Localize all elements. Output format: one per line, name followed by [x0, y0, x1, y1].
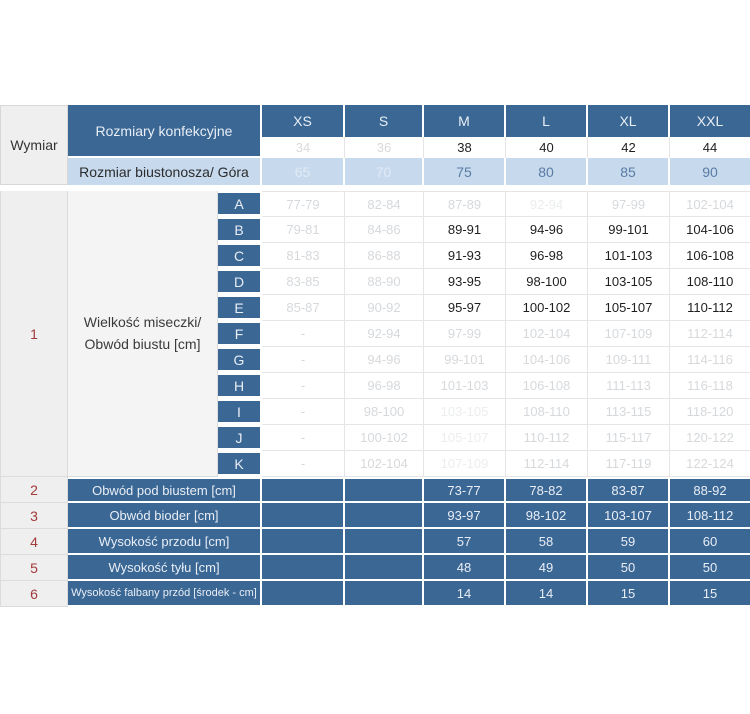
cup-value-cell: -: [262, 425, 345, 451]
cup-letter-cell: H: [218, 373, 262, 399]
cup-value-cell: 79-81: [262, 217, 345, 243]
cup-value-cell: 92-94: [345, 321, 424, 347]
measure-value-cell: [345, 503, 424, 529]
cup-value-cell: 101-103: [424, 373, 506, 399]
bra-size-cell: 85: [588, 158, 670, 185]
cup-value-cell: 96-98: [506, 243, 588, 269]
measure-value-cell: 59: [588, 529, 670, 555]
cup-value-cell: 95-97: [424, 295, 506, 321]
cup-value-cell: 113-115: [588, 399, 670, 425]
cup-value-cell: 97-99: [424, 321, 506, 347]
cup-value-cell: 110-112: [670, 295, 750, 321]
cup-value-cell: 85-87: [262, 295, 345, 321]
confection-size-cell: 42: [588, 137, 670, 158]
measure-value-cell: 98-102: [506, 503, 588, 529]
cup-value-cell: 111-113: [588, 373, 670, 399]
measure-value-cell: [262, 581, 345, 607]
measure-value-cell: 14: [424, 581, 506, 607]
cup-value-cell: 84-86: [345, 217, 424, 243]
measure-value-cell: [262, 503, 345, 529]
section-label-line1: Wielkość miseczki/: [83, 313, 202, 330]
cup-value-cell: 98-100: [506, 269, 588, 295]
measure-value-cell: 58: [506, 529, 588, 555]
bra-size-row: [0, 158, 750, 185]
measure-value-cell: 48: [424, 555, 506, 581]
cup-value-cell: 114-116: [670, 347, 750, 373]
section-label-line2: Obwód biustu [cm]: [84, 335, 201, 352]
cup-value-cell: 112-114: [506, 451, 588, 477]
cup-value-cell: 109-111: [588, 347, 670, 373]
cup-value-cell: 110-112: [506, 425, 588, 451]
cup-value-cell: 81-83: [262, 243, 345, 269]
cup-value-cell: 105-107: [424, 425, 506, 451]
measure-value-cell: [345, 555, 424, 581]
confection-size-cell: 44: [670, 137, 750, 158]
cup-value-cell: 83-85: [262, 269, 345, 295]
cup-value-cell: 92-94: [506, 191, 588, 217]
measure-value-cell: [262, 529, 345, 555]
cup-value-cell: 94-96: [345, 347, 424, 373]
measure-row: [0, 581, 750, 607]
cup-value-cell: 122-124: [670, 451, 750, 477]
size-column-header: L: [506, 105, 588, 137]
bra-size-cell: 90: [670, 158, 750, 185]
measure-value-cell: [345, 477, 424, 503]
measure-row-number: 5: [0, 555, 68, 581]
size-chart-table: [0, 105, 750, 607]
cup-value-cell: 97-99: [588, 191, 670, 217]
cup-value-cell: 103-105: [588, 269, 670, 295]
bra-size-cell: 65: [262, 158, 345, 185]
cup-letter-cell: I: [218, 399, 262, 425]
confection-size-cell: 40: [506, 137, 588, 158]
cup-value-cell: 89-91: [424, 217, 506, 243]
measure-value-cell: [262, 477, 345, 503]
cup-value-cell: 104-106: [506, 347, 588, 373]
measure-row-label: Obwód bioder [cm]: [68, 503, 262, 529]
measure-value-cell: 60: [670, 529, 750, 555]
measure-row-number: 3: [0, 503, 68, 529]
corner-label: Wymiar: [0, 105, 68, 185]
cup-letter-cell: C: [218, 243, 262, 269]
cup-value-cell: 108-110: [670, 269, 750, 295]
measure-row-label: Wysokość falbany przód [środek - cm]: [68, 581, 262, 607]
cup-value-cell: 102-104: [345, 451, 424, 477]
cup-value-cell: 116-118: [670, 373, 750, 399]
measure-value-cell: 83-87: [588, 477, 670, 503]
cup-value-cell: 93-95: [424, 269, 506, 295]
measure-value-cell: 93-97: [424, 503, 506, 529]
cup-value-cell: 88-90: [345, 269, 424, 295]
measure-row-label: Wysokość tyłu [cm]: [68, 555, 262, 581]
measure-value-cell: 108-112: [670, 503, 750, 529]
cup-value-cell: 102-104: [670, 191, 750, 217]
cup-letter-cell: G: [218, 347, 262, 373]
cup-value-cell: 107-109: [588, 321, 670, 347]
measure-row-label: Obwód pod biustem [cm]: [68, 477, 262, 503]
cup-value-cell: 77-79: [262, 191, 345, 217]
bra-size-cell: 70: [345, 158, 424, 185]
size-column-header: S: [345, 105, 424, 137]
size-column-header: XS: [262, 105, 345, 137]
cup-value-cell: 99-101: [588, 217, 670, 243]
cup-letter-cell: K: [218, 451, 262, 477]
cup-value-cell: 82-84: [345, 191, 424, 217]
measure-row-label: Wysokość przodu [cm]: [68, 529, 262, 555]
cup-value-cell: 106-108: [506, 373, 588, 399]
cup-value-cell: -: [262, 347, 345, 373]
cup-value-cell: 106-108: [670, 243, 750, 269]
measure-value-cell: [345, 529, 424, 555]
cup-value-cell: 94-96: [506, 217, 588, 243]
cup-value-cell: 107-109: [424, 451, 506, 477]
confection-size-cell: 34: [262, 137, 345, 158]
measure-row-number: 6: [0, 581, 68, 607]
cup-value-cell: 115-117: [588, 425, 670, 451]
cup-value-cell: 103-105: [424, 399, 506, 425]
cup-value-cell: 102-104: [506, 321, 588, 347]
measure-row: [0, 529, 750, 555]
section-number: 1: [0, 191, 68, 477]
measure-value-cell: 57: [424, 529, 506, 555]
cup-value-cell: 91-93: [424, 243, 506, 269]
cup-letter-cell: F: [218, 321, 262, 347]
bra-size-cell: 80: [506, 158, 588, 185]
confection-size-cell: 36: [345, 137, 424, 158]
cup-letter-cell: D: [218, 269, 262, 295]
measure-value-cell: 15: [670, 581, 750, 607]
measure-value-cell: 73-77: [424, 477, 506, 503]
measure-value-cell: 14: [506, 581, 588, 607]
cup-value-cell: 112-114: [670, 321, 750, 347]
cup-value-cell: -: [262, 399, 345, 425]
cup-value-cell: 105-107: [588, 295, 670, 321]
measure-row: [0, 503, 750, 529]
measure-value-cell: [262, 555, 345, 581]
measure-value-cell: 50: [670, 555, 750, 581]
cup-value-cell: 87-89: [424, 191, 506, 217]
bra-header: Rozmiar biustonosza/ Góra: [68, 158, 262, 185]
measure-value-cell: 78-82: [506, 477, 588, 503]
cup-value-cell: 120-122: [670, 425, 750, 451]
cup-letter-cell: B: [218, 217, 262, 243]
cup-letter-cell: E: [218, 295, 262, 321]
cup-value-cell: -: [262, 451, 345, 477]
cup-value-cell: 99-101: [424, 347, 506, 373]
cup-value-cell: 100-102: [345, 425, 424, 451]
cup-value-cell: -: [262, 321, 345, 347]
measure-value-cell: [345, 581, 424, 607]
measure-value-cell: 15: [588, 581, 670, 607]
cup-value-cell: 90-92: [345, 295, 424, 321]
section-label: [68, 191, 218, 477]
cup-value-cell: -: [262, 373, 345, 399]
cup-letter-cell: A: [218, 191, 262, 217]
cup-value-cell: 104-106: [670, 217, 750, 243]
measure-value-cell: 103-107: [588, 503, 670, 529]
cup-value-cell: 101-103: [588, 243, 670, 269]
cup-value-cell: 108-110: [506, 399, 588, 425]
cup-value-cell: 96-98: [345, 373, 424, 399]
measure-row: [0, 477, 750, 503]
confection-size-cell: 38: [424, 137, 506, 158]
size-column-header: XXL: [670, 105, 750, 137]
size-column-header: XL: [588, 105, 670, 137]
measure-value-cell: 50: [588, 555, 670, 581]
cup-value-cell: 98-100: [345, 399, 424, 425]
measure-value-cell: 88-92: [670, 477, 750, 503]
measure-value-cell: 49: [506, 555, 588, 581]
size-header-row: [0, 105, 750, 137]
confection-header: Rozmiary konfekcyjne: [68, 105, 262, 158]
measure-row-number: 2: [0, 477, 68, 503]
cup-letter-cell: J: [218, 425, 262, 451]
cup-value-cell: 100-102: [506, 295, 588, 321]
measure-row: [0, 555, 750, 581]
cup-value-cell: 117-119: [588, 451, 670, 477]
size-column-header: M: [424, 105, 506, 137]
cup-row: [0, 191, 750, 217]
measure-row-number: 4: [0, 529, 68, 555]
cup-value-cell: 86-88: [345, 243, 424, 269]
bra-size-cell: 75: [424, 158, 506, 185]
cup-value-cell: 118-120: [670, 399, 750, 425]
